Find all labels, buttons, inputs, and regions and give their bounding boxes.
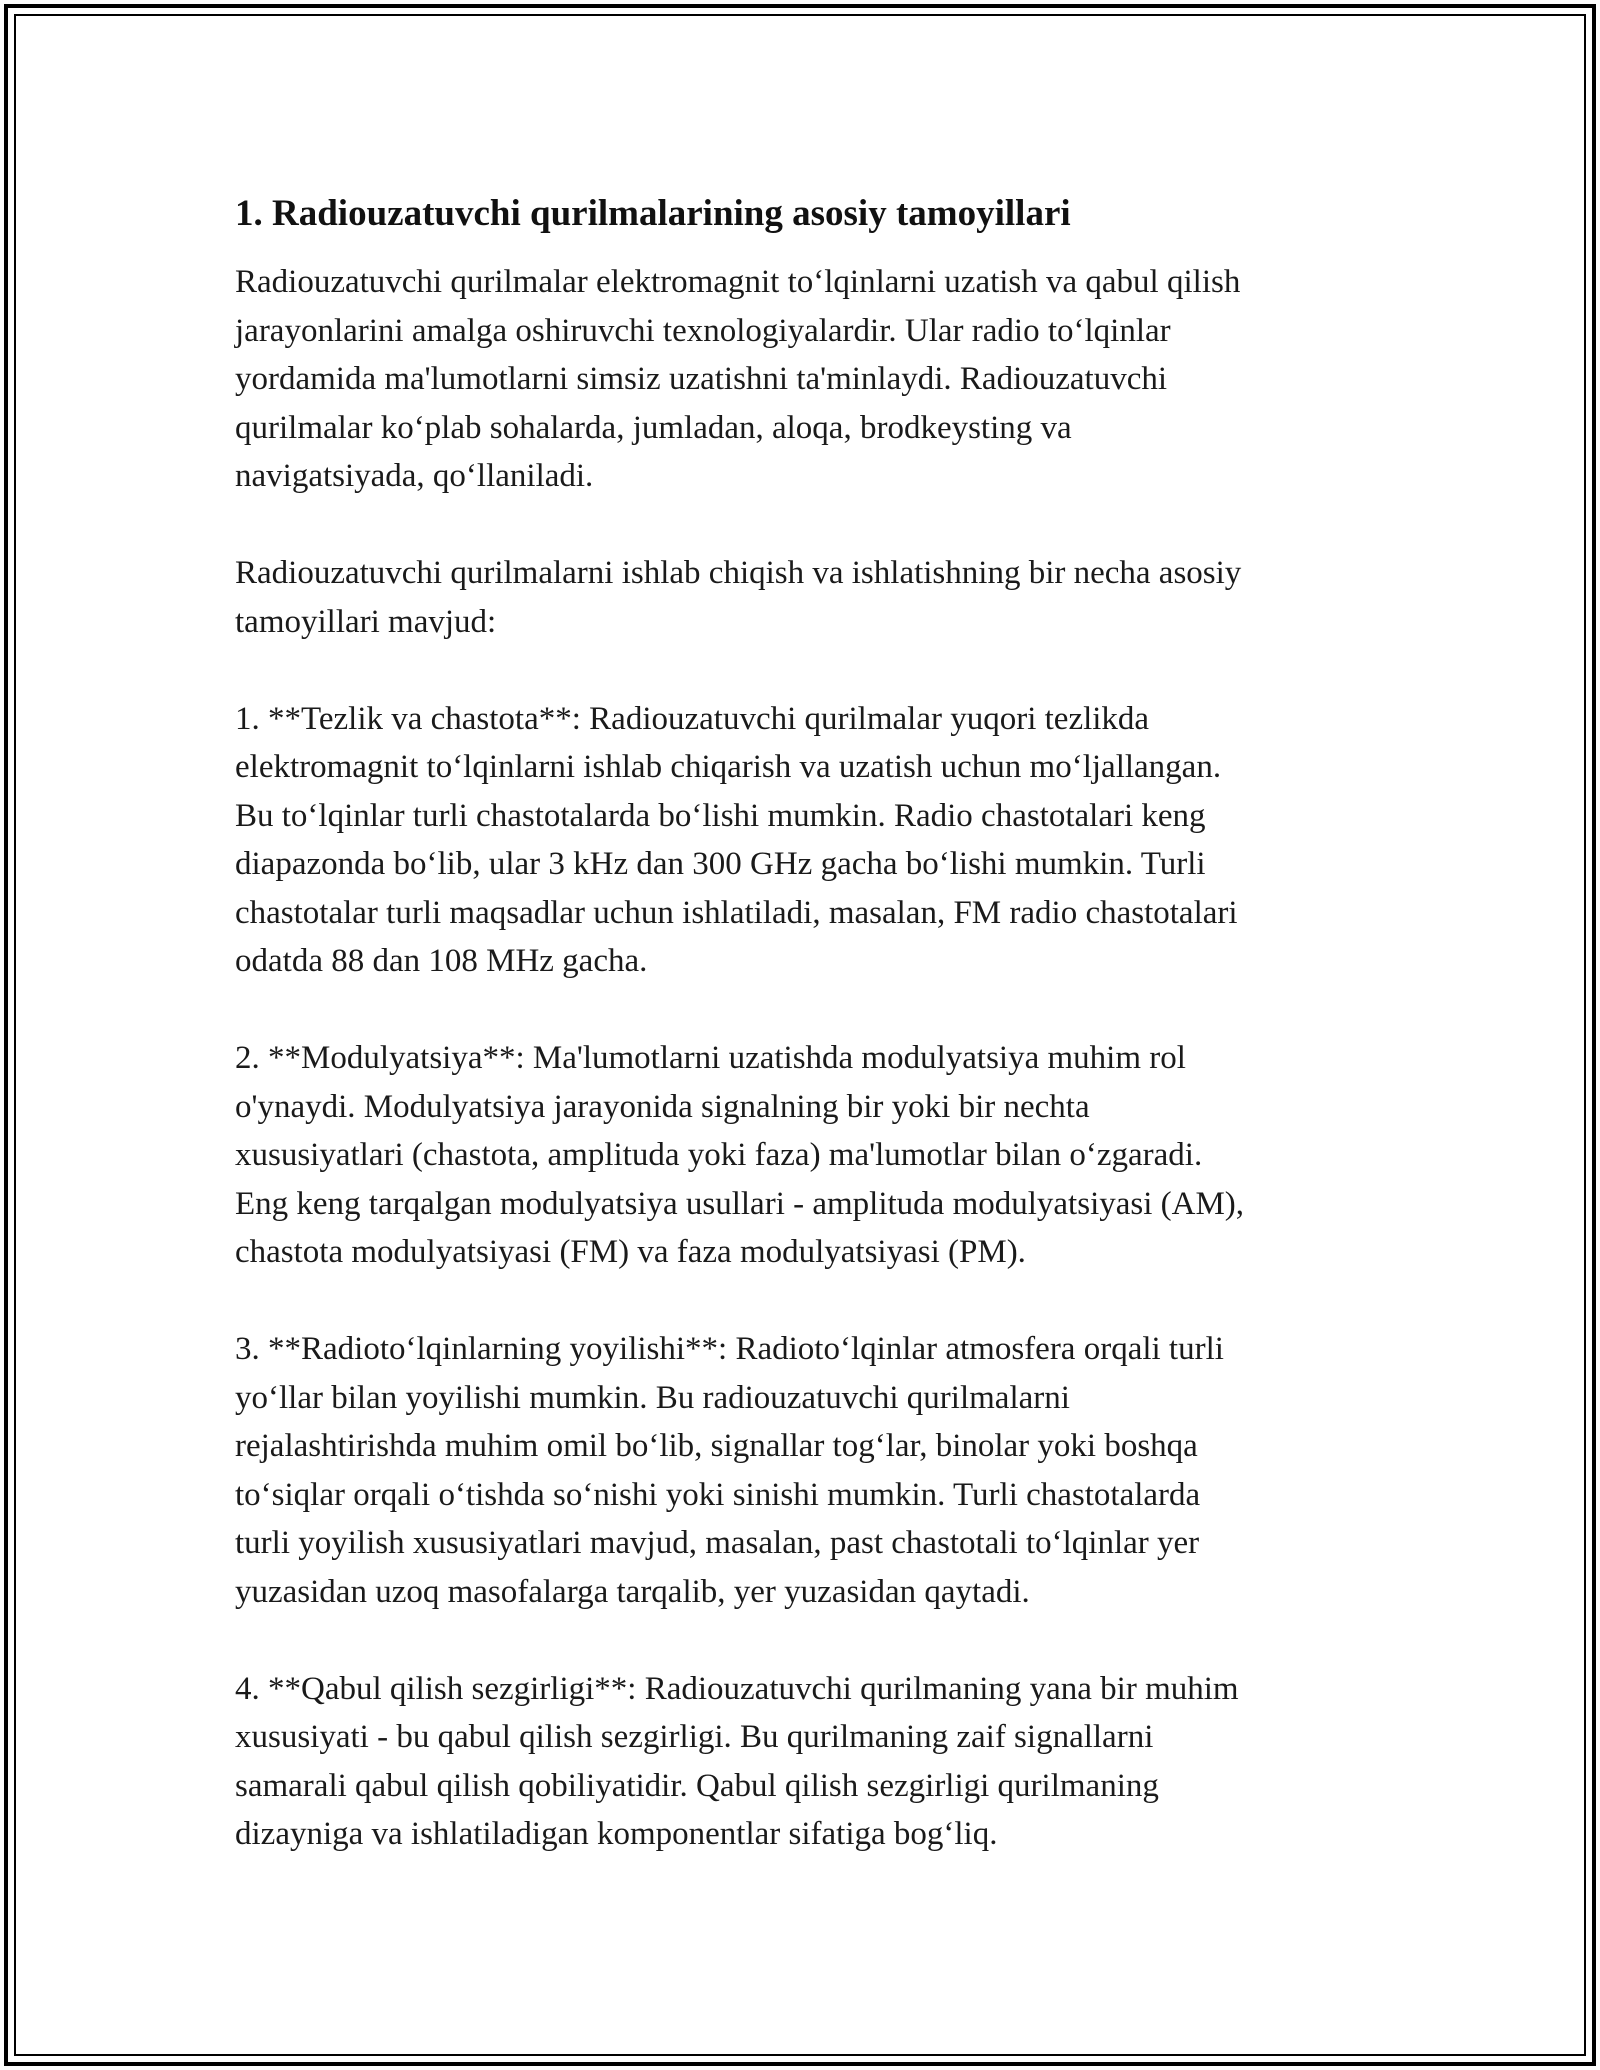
document-body (235, 188, 1365, 1907)
list-item-propagation: 3. **Radioto‘lqinlarning yoyilishi**: Radioto‘lqinlar atmosfera orqali turli yo‘llar bilan yoyilishi mumkin. Bu radiouzatuvchi qurilmalarni rejalashtirishda muhim omil bo‘lib, signallar tog‘lar, binolar yoki boshqa to‘siqlar orqali o‘tishda so‘nishi yoki sinishi mumkin. Turli chastotalarda turli yoyilish xususiyatlari mavjud, masalan, past chastotali to‘lqinlar yer yuzasidan uzoq masofalarga tarqalib, yer yuzasidan qaytadi. (235, 1331, 1224, 1610)
list-item-speed-frequency: 1. **Tezlik va chastota**: Radiouzatuvchi qurilmalar yuqori tezlikda elektromagnit to‘lqinlarni ishlab chiqarish va uzatish uchun mo‘ljallangan. Bu to‘lqinlar turli chastotalarda bo‘lishi mumkin. Radio chastotalari keng diapazonda bo‘lib, ular 3 kHz dan 300 GHz gacha bo‘lishi mumkin. Turli chastotalar turli maqsadlar uchun ishlatiladi, masalan, FM radio chastotalari odatda 88 dan 108 MHz gacha. (235, 700, 1238, 979)
page-title: 1. Radiouzatuvchi qurilmalarining asosiy tamoyillari (235, 193, 1071, 234)
principles-intro-paragraph: Radiouzatuvchi qurilmalarni ishlab chiqish va ishlatishning bir necha asosiy tamoyillari mavjud: (235, 555, 1242, 640)
intro-paragraph: Radiouzatuvchi qurilmalar elektromagnit to‘lqinlarni uzatish va qabul qilish jarayonlarini amalga oshiruvchi texnologiyalardir. Ular radio to‘lqinlar yordamida ma'lumotlarni simsiz uzatishni ta'minlaydi. Radiouzatuvchi qurilmalar ko‘plab sohalarda, jumladan, aloqa, brodkeysting va navigatsiyada, qo‘llaniladi. (235, 264, 1241, 494)
list-item-sensitivity: 4. **Qabul qilish sezgirligi**: Radiouzatuvchi qurilmaning yana bir muhim xususiyati - bu qabul qilish sezgirligi. Bu qurilmaning zaif signallarni samarali qabul qilish qobiliyatidir. Qabul qilish sezgirligi qurilmaning dizayniga va ishlatiladigan komponentlar sifatiga bog‘liq. (235, 1670, 1239, 1852)
list-item-modulation: 2. **Modulyatsiya**: Ma'lumotlarni uzatishda modulyatsiya muhim rol o'ynaydi. Modulyatsiya jarayonida signalning bir yoki bir nechta xususiyatlari (chastota, amplituda yoki faza) ma'lumotlar bilan o‘zgaradi. Eng keng tarqalgan modulyatsiya usullari - amplituda modulyatsiyasi (AM), chastota modulyatsiyasi (FM) va faza modulyatsiyasi (PM). (235, 1040, 1245, 1270)
